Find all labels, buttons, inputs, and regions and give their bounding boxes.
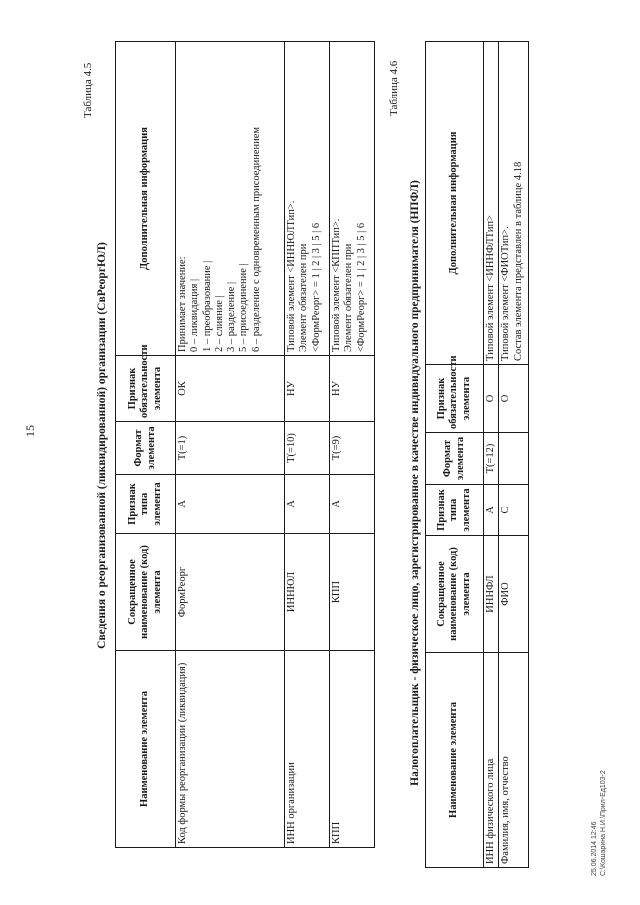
cell-name: КПП: [330, 651, 375, 848]
cell-format: T(=10): [285, 422, 330, 475]
header-element-code: Сокращенное наименование (код) элемента: [426, 536, 484, 653]
cell-info: [499, 42, 529, 365]
info-line: Элемент обязателен при: [298, 243, 310, 352]
cell-info: [285, 42, 330, 356]
table-row: [285, 42, 330, 848]
page-number: 15: [23, 425, 37, 437]
table-header-row: [116, 42, 176, 848]
cell-code: КПП: [330, 534, 375, 651]
cell-info: [330, 42, 375, 356]
stamp-path: С:\Кошарина Н.И.\Прил-Ед103-2: [599, 770, 607, 876]
info-line: Принимает значение:: [177, 256, 188, 352]
table-row: [330, 42, 375, 848]
info-line: Состав элемента представлен в таблице 4.18: [512, 161, 524, 361]
cell-required: НУ: [330, 356, 375, 422]
info-line: 5 – присоединение |: [238, 263, 250, 352]
cell-type: А: [484, 485, 499, 536]
cell-required: НУ: [285, 356, 330, 422]
cell-required: ОК: [176, 356, 285, 422]
info-line: Типовой элемент <ИННФЛТип>: [485, 215, 496, 361]
table-4-6-wrapper: [425, 41, 529, 868]
header-element-code: Сокращенное наименование (код) элемента: [116, 534, 176, 651]
cell-type: А: [285, 475, 330, 534]
cell-format: T(=12): [484, 433, 499, 485]
header-element-required: Признак обязательности элемента: [116, 356, 176, 422]
table-row: [176, 42, 285, 848]
header-element-format: Формат элемента: [116, 422, 176, 475]
cell-name: Фамилия, имя, отчество: [499, 653, 529, 868]
header-element-format: Формат элемента: [426, 433, 484, 485]
header-element-name: Наименование элемента: [116, 651, 176, 848]
table-title-4-5: Сведения о реорганизованной (ликвидированной) организации (СвРеоргЮЛ): [96, 242, 108, 649]
info-line: 0 – ликвидация |: [189, 278, 201, 352]
info-line: <ФормРеорг> = 1 | 2 | 3 | 5 | 6: [310, 222, 322, 352]
table-title-4-6: Налогоплательщик - физическое лицо, зарегистрированное в качестве индивидуального предпринимателя (НПФЛ): [409, 180, 421, 786]
cell-type: А: [330, 475, 375, 534]
info-line: Типовой элемент <КППТип>.: [331, 218, 342, 352]
info-line: Типовой элемент <ФИОТип>.: [500, 226, 512, 361]
table-4-5: [115, 41, 375, 848]
table-4-6: [425, 41, 529, 868]
cell-required: О: [484, 365, 499, 433]
cell-info: [176, 42, 285, 356]
info-line: 1 – преобразование |: [201, 260, 213, 352]
info-line: 3 – разделение |: [226, 281, 238, 352]
header-element-required: Признак обязательности элемента: [426, 365, 484, 433]
table-header-row: [426, 42, 484, 868]
cell-code: ФормРеорг: [176, 534, 285, 651]
table-row: [499, 42, 529, 868]
cell-name: Код формы реорганизации (ликвидация): [176, 651, 285, 848]
file-stamp: [591, 770, 609, 876]
cell-info: [484, 42, 499, 365]
header-additional-info: Дополнительная информация: [116, 42, 176, 356]
header-element-type: Признак типа элемента: [426, 485, 484, 536]
cell-format: T(=1): [176, 422, 285, 475]
cell-code: ФИО: [499, 536, 529, 653]
header-additional-info: Дополнительная информация: [426, 42, 484, 365]
cell-format: T(=9): [330, 422, 375, 475]
table-caption-4-6: Таблица 4.6: [388, 60, 400, 116]
cell-type: С: [499, 485, 529, 536]
info-line: Типовой элемент <ИННЮЛТип>.: [286, 200, 297, 352]
info-line: Элемент обязателен при: [343, 243, 355, 352]
header-element-name: Наименование элемента: [426, 653, 484, 868]
cell-name: ИНН организации: [285, 651, 330, 848]
cell-format: [499, 433, 529, 485]
cell-code: ИННЮЛ: [285, 534, 330, 651]
table-4-5-wrapper: [115, 41, 375, 848]
table-row: [484, 42, 499, 868]
header-element-type: Признак типа элемента: [116, 475, 176, 534]
cell-type: А: [176, 475, 285, 534]
info-line: <ФормРеорг> = 1 | 2 | 3 | 5 | 6: [355, 222, 367, 352]
cell-code: ИННФЛ: [484, 536, 499, 653]
cell-name: ИНН физического лица: [484, 653, 499, 868]
stamp-date: 25.06.2014 12:46: [591, 821, 598, 876]
cell-required: О: [499, 365, 529, 433]
table-caption-4-5: Таблица 4.5: [82, 62, 94, 118]
info-line: 2 – слияние |: [213, 295, 225, 352]
info-line: 6 – разделение с одновременным присоединением: [250, 126, 262, 352]
